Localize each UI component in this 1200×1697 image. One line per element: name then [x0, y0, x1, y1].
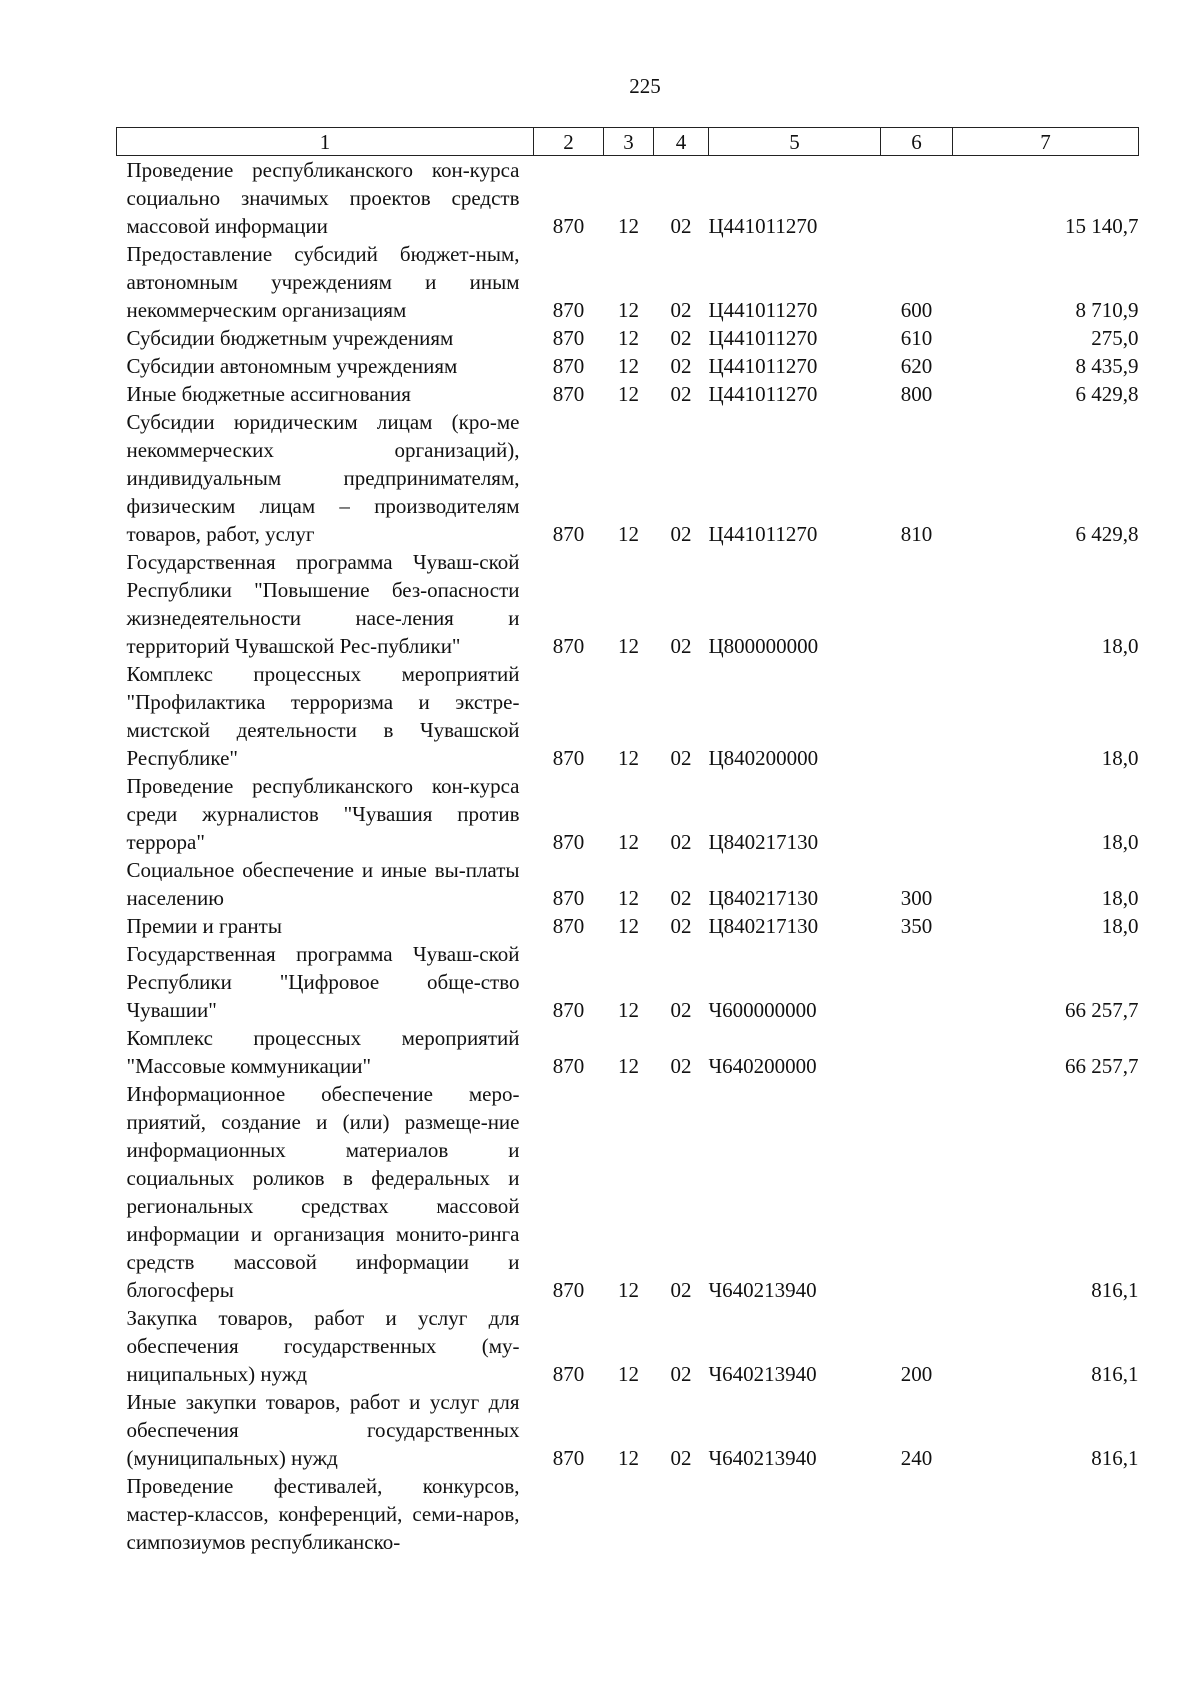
- row-code-cell: Ц840200000: [708, 746, 819, 770]
- row-col3-cell: 12: [618, 886, 639, 910]
- row-col6-cell: 350: [900, 914, 933, 938]
- row-col3-cell: 12: [618, 1054, 639, 1078]
- row-name-cell: Премии и гранты: [126, 914, 282, 938]
- row-col6-cell: [881, 1024, 953, 1080]
- row-col2-cell: 870: [552, 382, 585, 406]
- row-amount-cell: 18,0: [1101, 830, 1139, 854]
- row-name-cell: Информационное обеспечение меро-приятий, создание и (или) размеще-ние информационных материалов и социальных роликов в федеральных и региональных средствах массовой информации и организация монито-ринга средств массовой информации и блогосферы: [126, 1082, 520, 1302]
- row-col2-cell: 870: [552, 886, 585, 910]
- row-col4-cell: 02: [670, 1446, 692, 1470]
- row-code-cell: Ц441011270: [708, 354, 818, 378]
- row-col4-cell: 02: [670, 634, 692, 658]
- row-col3-cell: 12: [618, 382, 639, 406]
- row-name-cell: Проведение республиканского кон-курса социально значимых проектов средств массовой информации: [126, 158, 520, 238]
- row-col3-cell: 12: [618, 914, 639, 938]
- row-col3-cell: 12: [618, 830, 639, 854]
- row-col3-cell: 12: [618, 1278, 639, 1302]
- table-row: [117, 1388, 1139, 1472]
- row-name-cell: Комплекс процессных мероприятий "Массовые коммуникации": [126, 1026, 520, 1078]
- row-col4-cell: 02: [670, 886, 692, 910]
- row-code-cell: Ц441011270: [708, 382, 818, 406]
- row-name-cell: Социальное обеспечение и иные вы-платы населению: [126, 858, 520, 910]
- row-col6-cell: [881, 940, 953, 1024]
- table-row: [117, 1472, 1139, 1556]
- row-col2-cell: 870: [552, 998, 585, 1022]
- row-col6-cell: 620: [900, 354, 933, 378]
- row-col6-cell: [881, 156, 953, 241]
- row-col3-cell: 12: [618, 634, 639, 658]
- row-amount-cell: 816,1: [1091, 1278, 1139, 1302]
- row-col3-cell: [604, 1472, 654, 1556]
- row-name-cell: Закупка товаров, работ и услуг для обеспечения государственных (му-ниципальных) нужд: [126, 1306, 520, 1386]
- row-name-cell: Иные бюджетные ассигнования: [126, 382, 411, 406]
- row-col2-cell: 870: [552, 326, 585, 350]
- row-code-cell: Ч600000000: [708, 998, 817, 1022]
- row-col6-cell: [881, 1472, 953, 1556]
- row-col4-cell: [654, 1472, 709, 1556]
- row-amount-cell: 8 435,9: [1075, 354, 1139, 378]
- row-amount-cell: 18,0: [1101, 886, 1139, 910]
- row-amount-cell: 18,0: [1101, 914, 1139, 938]
- row-code-cell: Ц840217130: [708, 914, 819, 938]
- row-amount-cell: 6 429,8: [1075, 382, 1139, 406]
- row-col2-cell: 870: [552, 354, 585, 378]
- row-code-cell: Ч640200000: [708, 1054, 817, 1078]
- table-row: [117, 912, 1139, 940]
- row-amount-cell: 66 257,7: [1065, 998, 1139, 1022]
- row-name-cell: Иные закупки товаров, работ и услуг для обеспечения государственных (муниципальных) нужд: [126, 1390, 520, 1470]
- row-col4-cell: 02: [670, 298, 692, 322]
- row-code-cell: Ц840217130: [708, 830, 819, 854]
- column-header-6: 6: [881, 128, 953, 156]
- table-row: [117, 1024, 1139, 1080]
- row-col3-cell: 12: [618, 746, 639, 770]
- row-col6-cell: [881, 1080, 953, 1304]
- row-col2-cell: 870: [552, 214, 585, 238]
- row-col4-cell: 02: [670, 1362, 692, 1386]
- row-code-cell: Ц800000000: [708, 634, 819, 658]
- row-col4-cell: 02: [670, 830, 692, 854]
- row-code-cell: Ч640213940: [708, 1446, 817, 1470]
- row-name-cell: Субсидии автономным учреждениям: [126, 354, 458, 378]
- row-name-cell: Проведение республиканского кон-курса среди журналистов "Чувашия против террора": [126, 774, 520, 854]
- column-header-2: 2: [534, 128, 604, 156]
- table-row: [117, 156, 1139, 241]
- table-row: [117, 408, 1139, 548]
- row-name-cell: Предоставление субсидий бюджет-ным, автономным учреждениям и иным некоммерческим организациям: [126, 242, 520, 322]
- row-amount-cell: 816,1: [1091, 1362, 1139, 1386]
- row-col4-cell: 02: [670, 1054, 692, 1078]
- row-col3-cell: 12: [618, 1362, 639, 1386]
- table-row: [117, 380, 1139, 408]
- row-amount-cell: [953, 1472, 1139, 1556]
- column-header-7: 7: [953, 128, 1139, 156]
- row-col3-cell: 12: [618, 298, 639, 322]
- row-col3-cell: 12: [618, 998, 639, 1022]
- row-amount-cell: 15 140,7: [1065, 214, 1139, 238]
- row-col4-cell: 02: [670, 214, 692, 238]
- row-col6-cell: 200: [900, 1362, 933, 1386]
- table-row: [117, 352, 1139, 380]
- row-col4-cell: 02: [670, 914, 692, 938]
- row-code-cell: [709, 1472, 881, 1556]
- row-col6-cell: [881, 548, 953, 660]
- row-col6-cell: [881, 772, 953, 856]
- row-code-cell: Ц441011270: [708, 214, 818, 238]
- row-col4-cell: 02: [670, 746, 692, 770]
- table-body: [117, 156, 1139, 1557]
- row-col2-cell: 870: [552, 1278, 585, 1302]
- table-row: [117, 1080, 1139, 1304]
- row-amount-cell: 18,0: [1101, 746, 1139, 770]
- row-amount-cell: 18,0: [1101, 634, 1139, 658]
- row-col6-cell: 800: [900, 382, 933, 406]
- row-code-cell: Ч640213940: [708, 1362, 817, 1386]
- row-col6-cell: [881, 660, 953, 772]
- page-number: 225: [629, 74, 661, 98]
- row-col2-cell: 870: [552, 914, 585, 938]
- row-name-cell: Комплекс процессных мероприятий "Профилактика терроризма и экстре-мистской деятельности в Чувашской Республике": [126, 662, 520, 770]
- row-col3-cell: 12: [618, 522, 639, 546]
- table-row: [117, 856, 1139, 912]
- row-col6-cell: 300: [900, 886, 933, 910]
- table-row: [117, 548, 1139, 660]
- column-header-1: 1: [117, 128, 534, 156]
- row-col6-cell: 810: [900, 522, 933, 546]
- row-col4-cell: 02: [670, 354, 692, 378]
- table-row: [117, 772, 1139, 856]
- row-col2-cell: 870: [552, 1362, 585, 1386]
- column-header-4: 4: [654, 128, 709, 156]
- row-code-cell: Ц441011270: [708, 298, 818, 322]
- row-name-cell: Субсидии бюджетным учреждениям: [126, 326, 454, 350]
- row-col2-cell: 870: [552, 746, 585, 770]
- row-col3-cell: 12: [618, 214, 639, 238]
- row-col3-cell: 12: [618, 354, 639, 378]
- row-col2-cell: 870: [552, 1054, 585, 1078]
- row-amount-cell: 6 429,8: [1075, 522, 1139, 546]
- row-col6-cell: 600: [900, 298, 933, 322]
- table-row: [117, 324, 1139, 352]
- column-header-3: 3: [604, 128, 654, 156]
- row-col2-cell: 870: [552, 634, 585, 658]
- row-col2-cell: 870: [552, 298, 585, 322]
- table-row: [117, 1304, 1139, 1388]
- row-col4-cell: 02: [670, 326, 692, 350]
- row-name-cell: Государственная программа Чуваш-ской Республики "Цифровое обще-ство Чувашии": [126, 942, 520, 1022]
- row-amount-cell: 8 710,9: [1075, 298, 1139, 322]
- row-name-cell: Субсидии юридическим лицам (кро-ме некоммерческих организаций), индивидуальным предпринимателям, физическим лицам – производителям товаров, работ, услуг: [126, 410, 520, 546]
- row-col4-cell: 02: [670, 522, 692, 546]
- column-header-5: 5: [709, 128, 881, 156]
- row-col6-cell: 240: [900, 1446, 933, 1470]
- row-code-cell: Ц441011270: [708, 522, 818, 546]
- row-col2-cell: 870: [552, 1446, 585, 1470]
- row-col2-cell: 870: [552, 522, 585, 546]
- row-code-cell: Ц840217130: [708, 886, 819, 910]
- row-code-cell: Ц441011270: [708, 326, 818, 350]
- row-code-cell: Ч640213940: [708, 1278, 817, 1302]
- table-row: [117, 660, 1139, 772]
- row-col2-cell: [534, 1472, 604, 1556]
- row-amount-cell: 816,1: [1091, 1446, 1139, 1470]
- row-col3-cell: 12: [618, 1446, 639, 1470]
- row-name-cell: Проведение фестивалей, конкурсов, мастер-классов, конференций, семи-наров, симпозиумов республиканско-: [126, 1474, 520, 1554]
- budget-table: [116, 127, 1139, 1556]
- table-header-row: [117, 128, 1139, 156]
- row-col4-cell: 02: [670, 382, 692, 406]
- table-row: [117, 240, 1139, 324]
- row-col4-cell: 02: [670, 998, 692, 1022]
- row-col4-cell: 02: [670, 1278, 692, 1302]
- row-col2-cell: 870: [552, 830, 585, 854]
- table-row: [117, 940, 1139, 1024]
- row-amount-cell: 66 257,7: [1065, 1054, 1139, 1078]
- row-col6-cell: 610: [900, 326, 933, 350]
- row-col3-cell: 12: [618, 326, 639, 350]
- row-amount-cell: 275,0: [1091, 326, 1139, 350]
- row-name-cell: Государственная программа Чуваш-ской Республики "Повышение без-опасности жизнедеятельности насе-ления и территорий Чувашской Рес-публики": [126, 550, 520, 658]
